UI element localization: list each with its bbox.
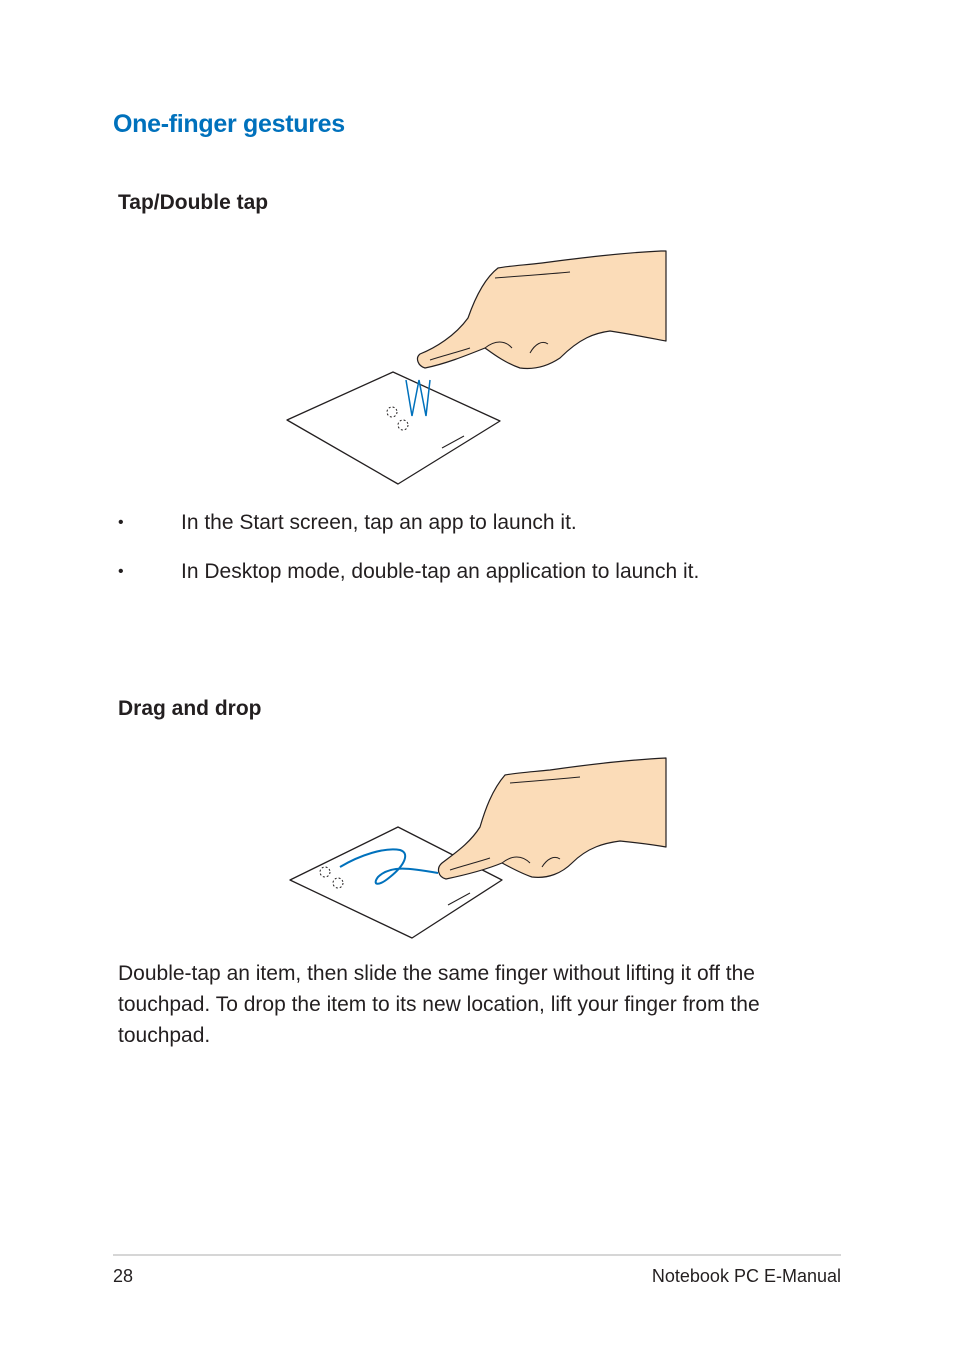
drag-title: Drag and drop (118, 697, 262, 720)
drag-description: Double-tap an item, then slide the same finger without lifting it off the touchpad. To drop the item to its new location, lift your finger from the touchpad. (118, 962, 760, 1047)
page-number: 28 (113, 1266, 134, 1286)
bullet-text: In the Start screen, tap an app to launch it. (181, 511, 577, 534)
section-title: One-finger gestures (113, 110, 345, 138)
bullet-icon: • (118, 514, 124, 531)
document-title: Notebook PC E-Manual (651, 1266, 841, 1286)
hand-pointing-icon (418, 251, 666, 369)
tap-illustration (280, 248, 670, 488)
tap-bullet-list (118, 508, 858, 606)
drag-illustration (280, 755, 670, 945)
bullet-icon: • (118, 563, 124, 580)
list-item (118, 508, 858, 557)
tap-title: Tap/Double tap (118, 191, 269, 214)
touchpad-icon (287, 372, 500, 484)
hand-pointing-icon (439, 758, 666, 879)
bullet-text: In Desktop mode, double-tap an application to launch it. (181, 560, 700, 583)
footer-divider (113, 1254, 841, 1256)
list-item (118, 557, 858, 606)
